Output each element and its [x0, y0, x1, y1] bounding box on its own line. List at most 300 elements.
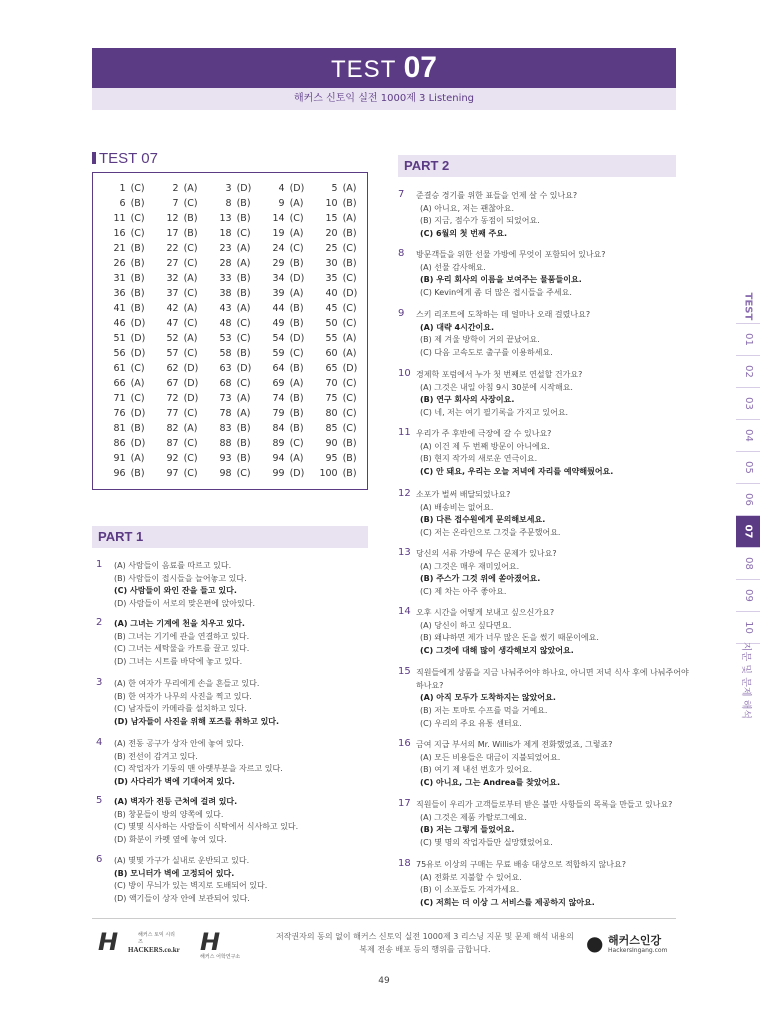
answer-grid	[103, 181, 368, 481]
answer-choice: (A)	[183, 303, 198, 314]
answer-cell	[103, 331, 156, 346]
option-line: (A) 사람들이 음료를 따르고 있다.	[114, 561, 232, 570]
answer-choice: (B)	[130, 423, 145, 434]
answer-number: 33	[219, 273, 232, 284]
answer-choice: (C)	[342, 378, 357, 389]
answer-choice: (B)	[236, 348, 251, 359]
side-tab-test-label[interactable]	[736, 290, 760, 323]
answer-cell	[103, 361, 156, 376]
answer-choice: (C)	[130, 228, 145, 239]
option-line: (A) 전동 공구가 상자 안에 놓여 있다.	[114, 739, 244, 748]
question-7	[398, 190, 676, 241]
option-line: (B) 전선이 감겨고 있다.	[114, 751, 198, 761]
correct-answer-line: (C) 사람들이 와인 잔을 들고 있다.	[114, 586, 237, 596]
side-tab-03[interactable]	[736, 387, 760, 419]
answer-cell	[315, 301, 368, 316]
answer-cell	[103, 391, 156, 406]
answer-number: 93	[219, 453, 232, 464]
answer-row	[103, 256, 368, 271]
question-13	[398, 548, 676, 599]
option-line: (C) 제 차는 아주 좋아요.	[420, 587, 507, 597]
answer-cell	[209, 316, 262, 331]
side-tab-test-label-label: TEST	[742, 292, 754, 321]
correct-answer-line: (B) 연구 회사의 사장이요.	[420, 395, 515, 405]
answer-choice: (B)	[236, 273, 251, 284]
answer-cell	[262, 361, 315, 376]
question-number: 6	[96, 854, 103, 865]
answer-choice: (B)	[183, 228, 198, 239]
answer-choice: (C)	[236, 333, 251, 344]
answer-number: 65	[325, 363, 338, 374]
answer-number: 46	[113, 318, 126, 329]
answer-number: 99	[272, 468, 285, 479]
answer-cell	[156, 181, 209, 196]
correct-answer-line: (B) 우리 회사의 이름을 보여주는 물품들이요.	[420, 275, 582, 285]
answer-cell	[209, 421, 262, 436]
correct-answer-line: (D) 사다리가 벽에 기대어져 있다.	[114, 777, 235, 787]
question-number: 10	[398, 368, 411, 379]
answer-choice: (C)	[183, 468, 198, 479]
question-number: 11	[398, 427, 411, 438]
option-line: (B) 여기 제 내선 번호가 있어요.	[420, 765, 532, 775]
answer-number: 30	[325, 258, 338, 269]
option-line: (A) 그것은 내일 아침 9시 30분에 시작해요.	[420, 382, 573, 392]
correct-answer-line: (C) 그것에 대해 많이 생각해보지 않았어요.	[420, 646, 574, 656]
answer-number: 29	[272, 258, 285, 269]
answer-cell	[103, 406, 156, 421]
answer-cell	[156, 361, 209, 376]
answer-choice: (A)	[130, 453, 145, 464]
answer-choice: (B)	[130, 303, 145, 314]
answer-number: 32	[166, 273, 179, 284]
answer-cell	[209, 346, 262, 361]
answer-number: 15	[325, 213, 338, 224]
side-tab-06[interactable]	[736, 483, 760, 515]
option-line: (A) 한 여자가 무리에게 손을 흔들고 있다.	[114, 679, 260, 688]
question-number: 18	[398, 858, 411, 869]
question-body	[114, 618, 366, 669]
answer-choice: (B)	[289, 393, 304, 404]
option-line: (D) 화분이 카펫 옆에 놓여 있다.	[114, 835, 227, 845]
answer-cell	[209, 211, 262, 226]
page-number: 49	[378, 976, 390, 986]
answer-number: 81	[113, 423, 126, 434]
answer-choice: (D)	[130, 438, 146, 449]
option-line: (B) 현지 작가의 새로운 연극이요.	[420, 454, 538, 464]
answer-number: 59	[272, 348, 285, 359]
answer-choice: (A)	[342, 213, 357, 224]
question-15	[398, 666, 689, 731]
side-tab-07-label: 07	[742, 524, 754, 539]
option-line: (B) 지금, 점수가 동점이 되었어요.	[420, 216, 540, 226]
option-line: (A) 몇몇 가구가 실내로 운반되고 있다.	[114, 856, 250, 865]
answer-choice: (C)	[236, 318, 251, 329]
answer-number: 75	[325, 393, 338, 404]
option-line: (C) 남자들이 카메라를 설치하고 있다.	[114, 704, 247, 714]
option-line: (D) 사람들이 서로의 맞은편에 앉아있다.	[114, 599, 256, 609]
question-text: 당신의 서류 가방에 무슨 문제가 있나요?	[416, 549, 557, 558]
correct-answer-line: (C) 안 돼요, 우리는 오늘 저녁에 자리를 예약해뒀어요.	[420, 467, 614, 477]
question-3	[96, 678, 366, 729]
answer-cell	[262, 316, 315, 331]
correct-answer-line: (D) 남자들이 사진을 위해 포즈를 취하고 있다.	[114, 717, 280, 727]
question-number: 7	[398, 189, 405, 200]
answer-row	[103, 241, 368, 256]
answer-row	[103, 436, 368, 451]
answer-choice: (C)	[342, 393, 357, 404]
answer-choice: (A)	[236, 303, 251, 314]
answer-row	[103, 196, 368, 211]
answer-number: 10	[325, 198, 338, 209]
side-tab-03-label: 03	[742, 397, 754, 410]
answer-number: 7	[172, 198, 179, 209]
hackers-institute-logo	[200, 928, 260, 958]
question-5	[96, 796, 366, 847]
answer-row	[103, 361, 368, 376]
answer-number: 14	[272, 213, 285, 224]
answer-number: 80	[325, 408, 338, 419]
answer-number: 52	[166, 333, 179, 344]
title-bar-marker	[92, 152, 96, 164]
answer-number: 1	[119, 183, 126, 194]
correct-answer-line: (B) 모니터가 벽에 고정되어 있다.	[114, 868, 235, 878]
answer-cell	[315, 436, 368, 451]
option-line: (C) 작업자가 기둥의 맨 아랫부분을 자르고 있다.	[114, 764, 283, 774]
correct-answer-line: (C) 아니요, 그는 Andrea를 찾았어요.	[420, 778, 561, 788]
answer-choice: (A)	[183, 273, 198, 284]
answer-number: 74	[272, 393, 285, 404]
question-text: 직원들이 우리가 고객들로부터 받은 불만 사항들의 목록을 만들고 있나요?	[416, 800, 673, 809]
question-text: 준결승 경기를 위한 표들을 언제 살 수 있나요?	[416, 191, 578, 200]
answer-row	[103, 211, 368, 226]
correct-answer-line: (B) 주스가 그것 위에 쏟아졌어요.	[420, 574, 541, 584]
answer-number: 17	[166, 228, 179, 239]
answer-number: 89	[272, 438, 285, 449]
answer-choice: (D)	[130, 333, 146, 344]
answer-choice: (C)	[183, 348, 198, 359]
side-tab-07[interactable]	[736, 515, 760, 547]
answer-number: 37	[166, 288, 179, 299]
side-tab-08-label: 08	[742, 557, 754, 570]
answer-number: 95	[325, 453, 338, 464]
answer-choice: (C)	[342, 243, 357, 254]
answer-choice: (C)	[183, 318, 198, 329]
answer-choice: (D)	[289, 333, 305, 344]
correct-answer-line: (B) 다른 접수원에게 문의해보세요.	[420, 515, 546, 525]
part1-heading: PART 1	[92, 526, 368, 548]
question-number: 2	[96, 617, 103, 628]
answer-choice: (A)	[236, 243, 251, 254]
hackers-institute-text: 해커스 어학연구소	[200, 954, 241, 960]
answer-number: 56	[113, 348, 126, 359]
answer-cell	[315, 241, 368, 256]
answer-number: 26	[113, 258, 126, 269]
answer-cell	[262, 256, 315, 271]
answer-choice: (B)	[289, 303, 304, 314]
question-text: 스키 리조트에 도착하는 데 얼마나 오래 걸렸나요?	[416, 310, 591, 319]
option-line: (A) 전화로 지불할 수 있어요.	[420, 872, 522, 882]
question-body	[416, 739, 676, 790]
answer-cell	[262, 196, 315, 211]
answer-number: 50	[325, 318, 338, 329]
answer-choice: (D)	[236, 183, 252, 194]
option-line: (A) 이건 제 두 번째 방문이 아니에요.	[420, 441, 550, 451]
answer-number: 87	[166, 438, 179, 449]
answer-choice: (B)	[342, 438, 357, 449]
answer-choice: (B)	[236, 438, 251, 449]
answer-cell	[315, 376, 368, 391]
hackers-ingang-site: HackersIngang.com	[608, 947, 668, 954]
answer-number: 25	[325, 243, 338, 254]
answer-key-title	[92, 150, 158, 167]
answer-choice: (D)	[342, 363, 358, 374]
answer-choice: (B)	[342, 453, 357, 464]
copyright-line-2: 복제 전송 배포 등의 행위를 금합니다.	[359, 945, 491, 954]
question-body	[114, 855, 366, 906]
option-line: (C) 우리의 주요 유통 센터요.	[420, 718, 522, 728]
answer-row	[103, 346, 368, 361]
answer-row	[103, 466, 368, 481]
side-tab-05[interactable]	[736, 451, 760, 483]
question-number: 3	[96, 677, 103, 688]
answer-row	[103, 376, 368, 391]
answer-choice: (B)	[130, 273, 145, 284]
question-body	[416, 309, 676, 360]
answer-number: 58	[219, 348, 232, 359]
side-tab-translation-label: 지문 및 문제 해석	[740, 641, 752, 719]
option-line: (B) 그녀는 기기에 관을 연결하고 있다.	[114, 631, 250, 641]
side-tab-translation[interactable]	[736, 641, 760, 719]
answer-choice: (C)	[130, 393, 145, 404]
answer-number: 71	[113, 393, 126, 404]
answer-cell	[315, 316, 368, 331]
side-tab-02[interactable]	[736, 355, 760, 387]
answer-choice: (B)	[342, 468, 357, 479]
answer-choice: (A)	[183, 423, 198, 434]
answer-cell	[103, 316, 156, 331]
side-tab-02-label: 02	[742, 365, 754, 378]
answer-cell	[209, 181, 262, 196]
question-number: 5	[96, 795, 103, 806]
answer-choice: (B)	[236, 423, 251, 434]
answer-row	[103, 451, 368, 466]
answer-choice: (A)	[289, 378, 304, 389]
question-text: 오후 시간을 어떻게 보내고 싶으신가요?	[416, 608, 555, 617]
answer-choice: (C)	[183, 408, 198, 419]
answer-number: 23	[219, 243, 232, 254]
answer-number: 85	[325, 423, 338, 434]
header-title-number: 07	[403, 51, 437, 84]
option-line: (D) 액기들이 상자 안에 보관되어 있다.	[114, 894, 250, 904]
side-tab-nav	[736, 290, 760, 719]
answer-number: 34	[272, 273, 285, 284]
answer-cell	[156, 331, 209, 346]
option-line: (A) 당신이 하고 싶다면요.	[420, 620, 512, 630]
copyright-line-1: 저작권자의 동의 없이 해커스 신토익 실전 1000제 3 리스닝 지문 및 문제 해석 내용의	[275, 932, 575, 941]
answer-number: 57	[166, 348, 179, 359]
answer-choice: (C)	[236, 378, 251, 389]
answer-cell	[315, 346, 368, 361]
answer-choice: (B)	[130, 258, 145, 269]
answer-number: 9	[278, 198, 285, 209]
answer-cell	[315, 181, 368, 196]
question-body	[114, 678, 366, 729]
answer-choice: (A)	[236, 408, 251, 419]
answer-cell	[262, 226, 315, 241]
answer-number: 51	[113, 333, 126, 344]
answer-number: 40	[325, 288, 338, 299]
answer-number: 19	[272, 228, 285, 239]
answer-number: 70	[325, 378, 338, 389]
option-line: (C) 다음 고속도로 출구를 이용하세요.	[420, 348, 553, 358]
answer-choice: (D)	[289, 468, 305, 479]
answer-number: 54	[272, 333, 285, 344]
answer-number: 67	[166, 378, 179, 389]
answer-number: 72	[166, 393, 179, 404]
answer-cell	[156, 436, 209, 451]
hackers-ingang-logo	[586, 931, 666, 961]
answer-choice: (C)	[342, 423, 357, 434]
answer-choice: (D)	[236, 363, 252, 374]
answer-cell	[103, 451, 156, 466]
answer-cell	[262, 391, 315, 406]
answer-cell	[262, 376, 315, 391]
answer-choice: (C)	[130, 213, 145, 224]
question-body	[416, 799, 676, 850]
question-4	[96, 738, 366, 789]
side-tab-06-label: 06	[742, 493, 754, 506]
answer-number: 24	[272, 243, 285, 254]
answer-number: 63	[219, 363, 232, 374]
answer-number: 5	[331, 183, 338, 194]
question-body	[114, 738, 366, 789]
answer-cell	[315, 271, 368, 286]
answer-number: 39	[272, 288, 285, 299]
side-tab-09-label: 09	[742, 589, 754, 602]
side-tab-01-label: 01	[742, 333, 754, 346]
question-16	[398, 739, 676, 790]
answer-cell	[315, 331, 368, 346]
hackers-logo-mark-icon: 𝙃	[98, 928, 119, 956]
answer-cell	[103, 346, 156, 361]
side-tab-08[interactable]	[736, 547, 760, 579]
answer-cell	[209, 361, 262, 376]
question-2	[96, 618, 366, 669]
answer-cell	[103, 226, 156, 241]
answer-number: 48	[219, 318, 232, 329]
answer-choice: (C)	[342, 318, 357, 329]
answer-cell	[262, 451, 315, 466]
answer-choice: (B)	[289, 318, 304, 329]
answer-number: 13	[219, 213, 232, 224]
option-line: (A) 배송비는 없어요.	[420, 502, 494, 512]
copyright-notice	[260, 930, 590, 956]
side-tab-04[interactable]	[736, 419, 760, 451]
answer-number: 49	[272, 318, 285, 329]
question-text: 하나요?	[416, 680, 444, 690]
option-line: (B) 한 여자가 나무의 사진을 찍고 있다.	[114, 691, 252, 701]
option-line: (C) 저는 온라인으로 그것을 주문했어요.	[420, 528, 561, 538]
correct-answer-line: (C) 저희는 더 이상 그 서비스를 제공하지 않아요.	[420, 898, 595, 908]
question-body	[114, 560, 366, 611]
option-line: (B) 저는 토마토 수프를 먹을 거예요.	[420, 706, 548, 716]
answer-cell	[103, 256, 156, 271]
answer-number: 28	[219, 258, 232, 269]
question-body	[416, 859, 676, 910]
answer-choice: (D)	[342, 288, 358, 299]
option-line: (A) 그것은 제품 카탈로그예요.	[420, 812, 527, 822]
question-text: 75유로 이상의 구매는 무료 배송 대상으로 적합하지 않나요?	[416, 860, 626, 869]
answer-number: 83	[219, 423, 232, 434]
answer-number: 62	[166, 363, 179, 374]
answer-choice: (C)	[130, 363, 145, 374]
answer-cell	[103, 286, 156, 301]
answer-cell	[209, 391, 262, 406]
answer-cell	[156, 301, 209, 316]
answer-number: 78	[219, 408, 232, 419]
answer-number: 47	[166, 318, 179, 329]
hackers-logo-small-text: 해커스 토익 시리즈	[138, 932, 175, 945]
answer-cell	[209, 271, 262, 286]
side-tab-10[interactable]	[736, 611, 760, 643]
question-9	[398, 309, 676, 360]
answer-number: 16	[113, 228, 126, 239]
answer-choice: (B)	[236, 213, 251, 224]
question-number: 12	[398, 488, 411, 499]
answer-choice: (C)	[236, 468, 251, 479]
side-tab-01[interactable]	[736, 323, 760, 355]
answer-choice: (A)	[236, 393, 251, 404]
answer-cell	[315, 466, 368, 481]
answer-cell	[156, 421, 209, 436]
answer-choice: (A)	[183, 183, 198, 194]
answer-cell	[103, 211, 156, 226]
answer-number: 22	[166, 243, 179, 254]
answer-cell	[262, 406, 315, 421]
question-number: 16	[398, 738, 411, 749]
answer-choice: (C)	[236, 228, 251, 239]
answer-choice: (A)	[289, 198, 304, 209]
answer-number: 84	[272, 423, 285, 434]
answer-cell	[156, 241, 209, 256]
answer-number: 18	[219, 228, 232, 239]
option-line: (A) 아니요, 저는 괜찮아요.	[420, 203, 514, 213]
answer-key-table	[92, 172, 368, 490]
answer-cell	[315, 421, 368, 436]
question-12	[398, 489, 676, 540]
answer-cell	[209, 241, 262, 256]
answer-number: 91	[113, 453, 126, 464]
side-tab-09[interactable]	[736, 579, 760, 611]
answer-cell	[209, 196, 262, 211]
question-body	[114, 796, 366, 847]
correct-answer-line: (A) 벽자가 전등 근처에 걸려 있다.	[114, 797, 238, 806]
answer-cell	[156, 316, 209, 331]
header-title-light: TEST	[331, 56, 404, 83]
answer-cell	[209, 466, 262, 481]
answer-number: 66	[113, 378, 126, 389]
answer-choice: (C)	[183, 288, 198, 299]
answer-number: 43	[219, 303, 232, 314]
answer-choice: (A)	[183, 333, 198, 344]
answer-choice: (A)	[342, 348, 357, 359]
answer-cell	[156, 406, 209, 421]
question-text: 경제학 포럼에서 누가 첫 번째로 연설할 건가요?	[416, 370, 583, 379]
answer-number: 61	[113, 363, 126, 374]
correct-answer-line: (A) 대략 4시간이요.	[420, 322, 495, 332]
answer-choice: (C)	[130, 183, 145, 194]
answer-number: 73	[219, 393, 232, 404]
